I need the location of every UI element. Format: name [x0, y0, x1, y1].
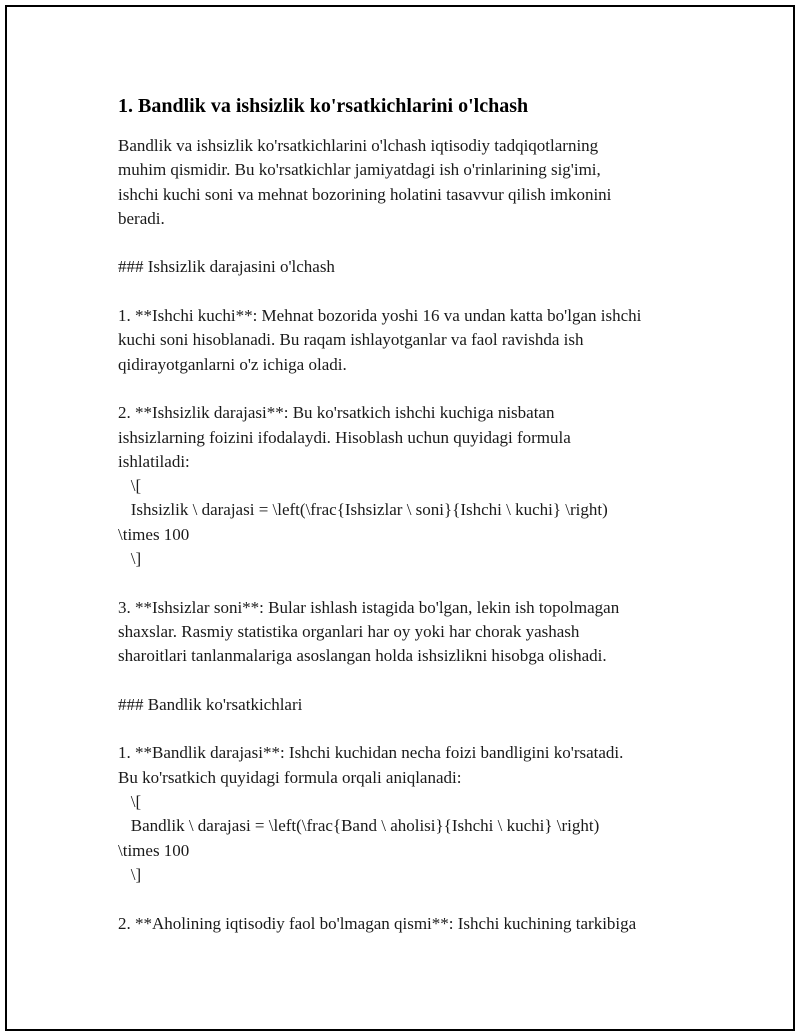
paragraph-gap — [118, 377, 708, 401]
paragraph-gap — [118, 571, 708, 595]
paragraph-gap — [118, 669, 708, 693]
item-inactive-population: 2. **Aholining iqtisodiy faol bo'lmagan qismi**: Ishchi kuchining tarkibiga — [118, 913, 637, 933]
intro-paragraph: Bandlik va ishsizlik ko'rsatkichlarini o'lchash iqtisodiy tadqiqotlarning muhim qismidir. Bu ko'rsatkichlar jamiyatdagi ish o'rinlarining sig'imi, ishchi kuchi soni va mehnat bozorining holatini tasavvur qilish imkonini beradi. — [118, 136, 612, 228]
paragraph-gap — [118, 887, 708, 911]
section-title: 1. Bandlik va ishsizlik ko'rsatkichlarini o'lchash — [118, 95, 529, 117]
item-unemployed-count: 3. **Ishsizlar soni**: Bular ishlash istagida bo'lgan, lekin ish topolmagan shaxslar. Rasmiy statistika organlari har oy yoki har chorak yashash sharoitlari tanlanmalariga asoslangan holda ishsizlikni hisobga olishadi. — [118, 597, 620, 666]
item-employment-rate: 1. **Bandlik darajasi**: Ishchi kuchidan necha foizi bandligini ko'rsatadi. Bu ko'rsatkich quyidagi formula orqali aniqlanadi: \[ Bandlik \ darajasi = \left(\frac{Band \ aholisi}{Ishchi \ kuchi} \right) \times 100 \] — [118, 743, 624, 884]
paragraph-gap — [118, 717, 708, 741]
subheading-unemployment: ### Ishsizlik darajasini o'lchash — [118, 257, 335, 277]
paragraph-gap — [118, 231, 708, 255]
item-labor-force: 1. **Ishchi kuchi**: Mehnat bozorida yoshi 16 va undan katta bo'lgan ishchi kuchi soni hisoblanadi. Bu raqam ishlayotganlar va faol ravishda ish qidirayotganlarni o'z ichiga oladi. — [118, 306, 642, 374]
subheading-employment: ### Bandlik ko'rsatkichlari — [118, 694, 303, 714]
paragraph-gap — [118, 280, 708, 304]
document-body — [118, 93, 708, 936]
item-unemployment-rate: 2. **Ishsizlik darajasi**: Bu ko'rsatkich ishchi kuchiga nisbatan ishsizlarning foizini ifodalaydi. Hisoblash uchun quyidagi formula ishlatiladi: \[ Ishsizlik \ darajasi = \left(\frac{Ishsizlar \ soni}{Ishchi \ kuchi} \right) \times 100 \] — [118, 403, 608, 569]
